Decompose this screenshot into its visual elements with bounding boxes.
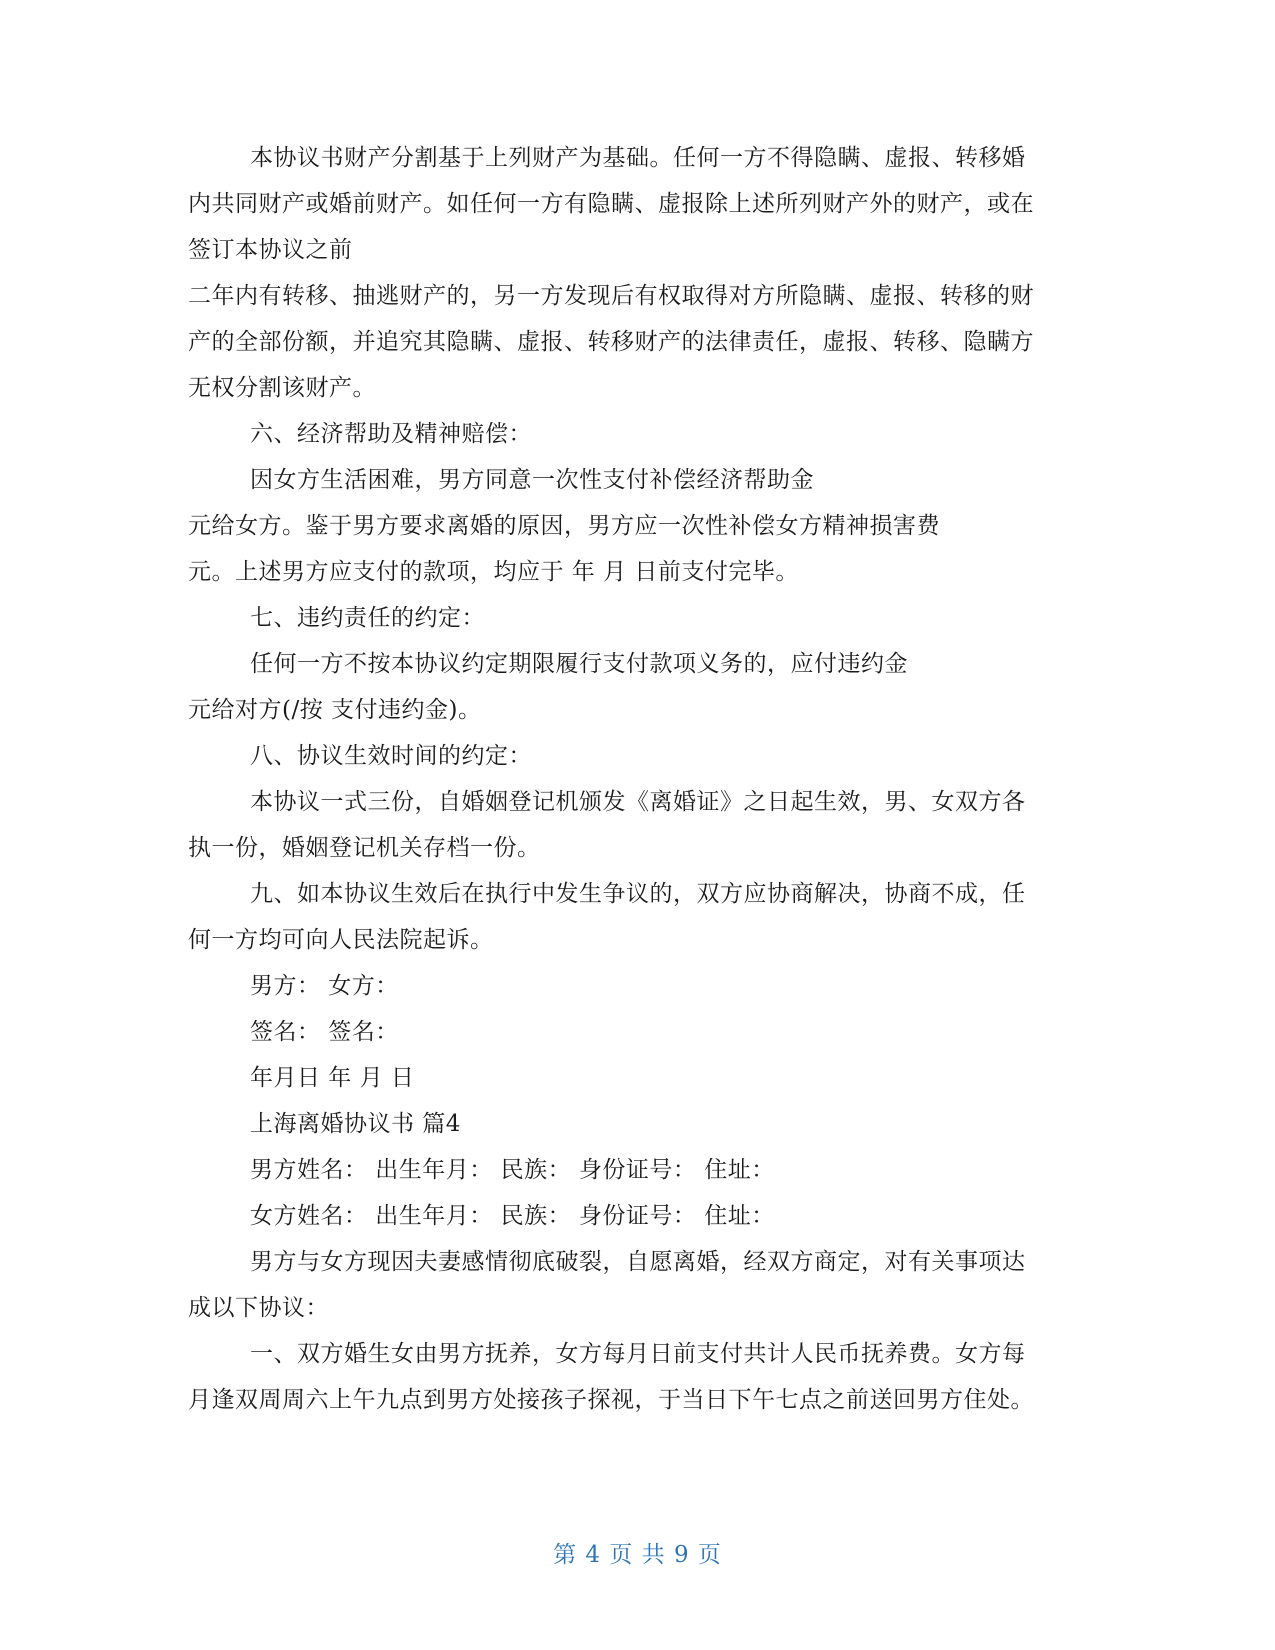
paragraph-line: 月逢双周周六上午九点到男方处接孩子探视，于当日下午七点之前送回男方住处。 [188, 1387, 1034, 1413]
section-heading: 八、协议生效时间的约定： [250, 743, 532, 769]
paragraph-line: 无权分割该财产。 [188, 375, 376, 401]
page-number-footer: 第 4 页 共 9 页 [553, 1542, 722, 1568]
paragraph-line: 元给女方。鉴于男方要求离婚的原因，男方应一次性补偿女方精神损害费 [188, 513, 940, 539]
paragraph-line: 本协议书财产分割基于上列财产为基础。任何一方不得隐瞒、虚报、转移婚 [250, 145, 1026, 171]
paragraph-line: 男方与女方现因夫妻感情彻底破裂，自愿离婚，经双方商定，对有关事项达 [250, 1249, 1026, 1275]
female-info-line: 女方姓名： 出生年月： 民族： 身份证号： 住址： [250, 1203, 775, 1229]
document-subtitle: 上海离婚协议书 篇4 [250, 1111, 461, 1137]
paragraph-line: 二年内有转移、抽逃财产的，另一方发现后有权取得对方所隐瞒、虚报、转移的财 [188, 283, 1034, 309]
paragraph-line: 九、如本协议生效后在执行中发生争议的，双方应协商解决，协商不成，任 [250, 881, 1026, 907]
paragraph-line: 签订本协议之前 [188, 237, 353, 263]
male-info-line: 男方姓名： 出生年月： 民族： 身份证号： 住址： [250, 1157, 775, 1183]
section-heading: 七、违约责任的约定： [250, 605, 485, 631]
paragraph-line: 执一份，婚姻登记机关存档一份。 [188, 835, 541, 861]
paragraph-line: 因女方生活困难，男方同意一次性支付补偿经济帮助金 [250, 467, 814, 493]
paragraph-line: 元。上述男方应支付的款项，均应于 年 月 日前支付完毕。 [188, 559, 799, 585]
signature-party-line: 男方： 女方： [250, 973, 399, 999]
date-line: 年月日 年 月 日 [250, 1065, 415, 1091]
paragraph-line: 一、双方婚生女由男方抚养，女方每月日前支付共计人民币抚养费。女方每 [250, 1341, 1026, 1367]
paragraph-line: 成以下协议： [188, 1295, 329, 1321]
section-heading: 六、经济帮助及精神赔偿： [250, 421, 532, 447]
paragraph-line: 何一方均可向人民法院起诉。 [188, 927, 494, 953]
paragraph-line: 内共同财产或婚前财产。如任何一方有隐瞒、虚报除上述所列财产外的财产，或在 [188, 191, 1034, 217]
paragraph-line: 本协议一式三份，自婚姻登记机颁发《离婚证》之日起生效，男、女双方各 [250, 789, 1026, 815]
signature-line: 签名： 签名： [250, 1019, 399, 1045]
paragraph-line: 任何一方不按本协议约定期限履行支付款项义务的，应付违约金 [250, 651, 908, 677]
paragraph-line: 元给对方(/按 支付违约金)。 [188, 697, 482, 723]
paragraph-line: 产的全部份额，并追究其隐瞒、虚报、转移财产的法律责任，虚报、转移、隐瞒方 [188, 329, 1034, 355]
